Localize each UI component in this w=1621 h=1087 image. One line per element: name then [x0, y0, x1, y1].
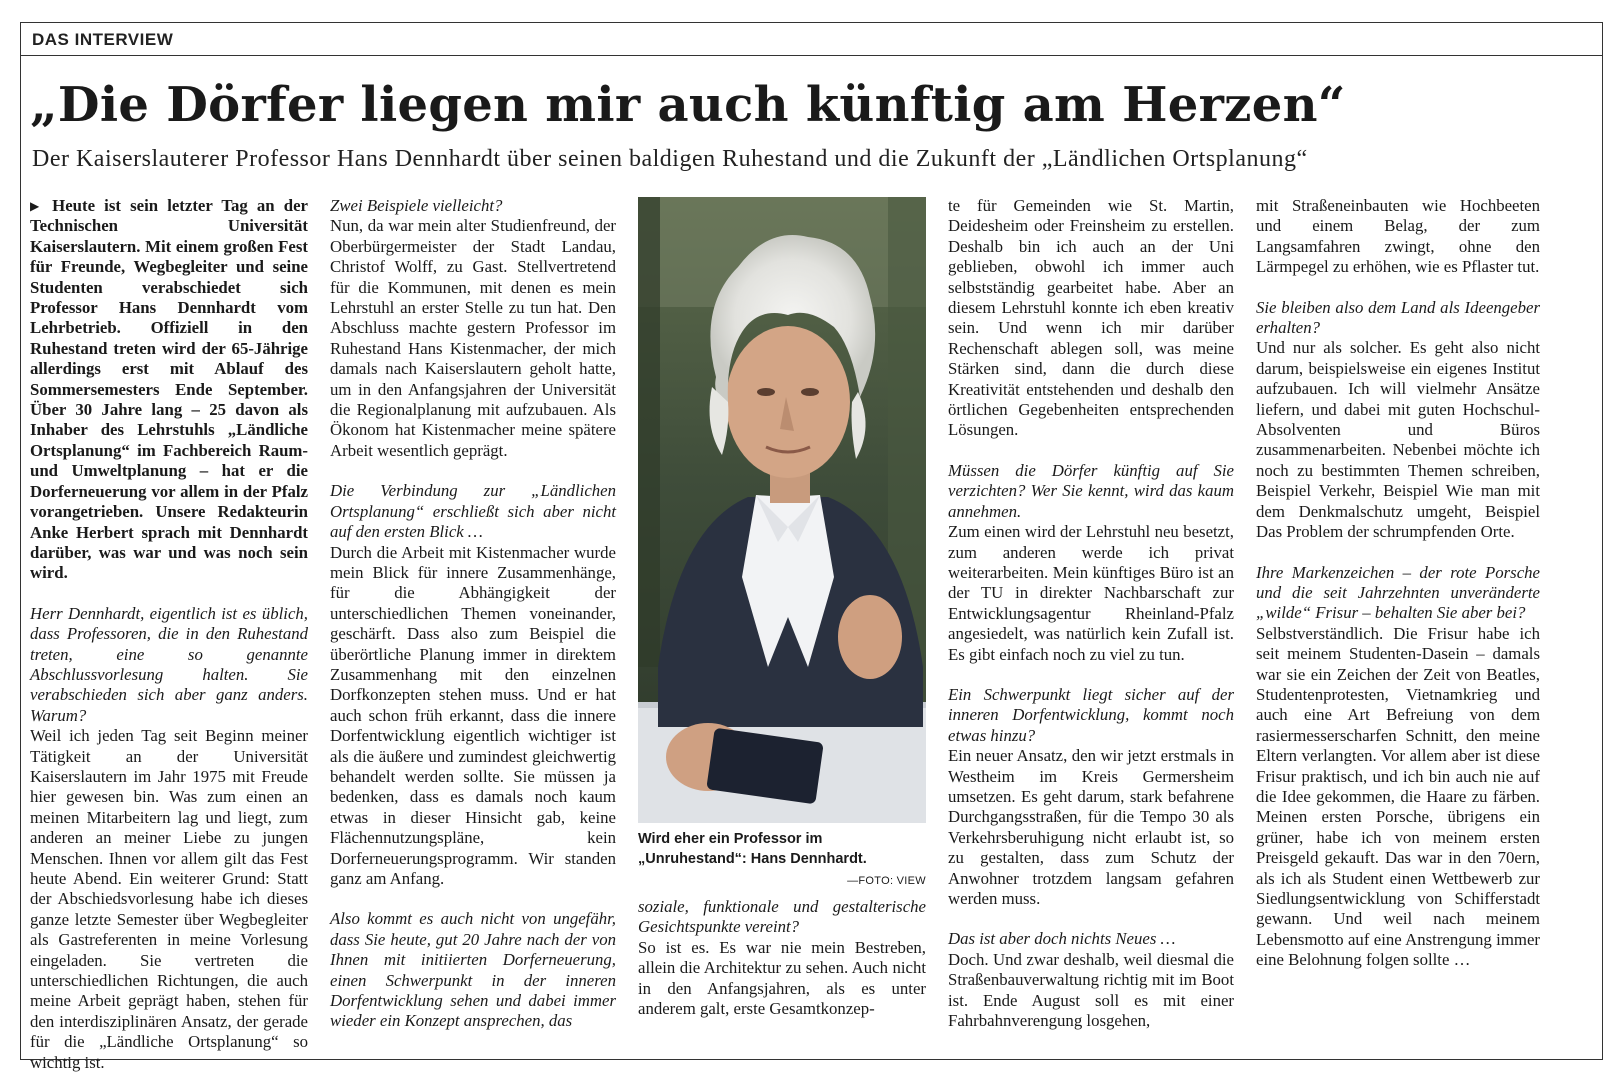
answer: te für Gemeinden wie St. Martin, Deidesheim oder Freinsheim zu erstellen. Deshalb bin ich auch an der Uni geblieben, obwohl ich immer auch selbstständig gearbeitet habe. Aber an diesem Lehrstuhl konnte ich eben kreativ sein. Und wenn ich mir darüber Rechenschaft ablegen soll, was meine Stärken sind, dann die durch diese Kreativität entstehenden und deshalb den örtlichen Gegebenheiten entsprechenden Lösungen. — [948, 196, 1234, 440]
question: soziale, funktionale und gestalterische Gesichtspunkte vereint? — [638, 897, 926, 937]
photo-caption — [638, 829, 926, 891]
qa-block — [1256, 563, 1540, 971]
column-5 — [1256, 196, 1540, 971]
column-2 — [330, 196, 616, 1032]
qa-block — [1256, 298, 1540, 543]
section-label: DAS INTERVIEW — [32, 30, 174, 49]
question: Ein Schwerpunkt liegt sicher auf der inneren Dorfentwicklung, kommt noch etwas hinzu? — [948, 684, 1234, 745]
qa-block — [638, 897, 926, 1019]
triangle-bullet-icon: ▶ — [30, 199, 45, 213]
subheadline: Der Kaiserslauterer Professor Hans Dennhardt über seinen baldigen Ruhestand und die Zukunft der „Ländlichen Ortsplanung“ — [32, 146, 1308, 172]
answer: Doch. Und zwar deshalb, weil diesmal die Straßenbauverwaltung richtig mit im Boot ist. Ende August soll es mit einer Fahrbahnverengung losgehen, — [948, 949, 1234, 1031]
question: Sie bleiben also dem Land als Ideengeber erhalten? — [1256, 297, 1540, 338]
answer: Und nur als solcher. Es geht also nicht darum, beispielsweise ein eigenes Institut aufzubauen. Ich will vielmehr Ansätze liefern, und dabei mit guten Hochschul-Absolventen und Büros zusammenarbeiten. Nebenbei möchte ich noch zu bestimmten Themen schreiben, Beispiel Verkehr, Beispiel Wie man mit dem Denkmalschutz umgeht, Beispiel Das Problem der schrumpfenden Orte. — [1256, 338, 1540, 542]
qa-block — [948, 461, 1234, 665]
question: Müssen die Dörfer künftig auf Sie verzichten? Wer Sie kennt, wird das kaum annehmen. — [948, 460, 1234, 521]
question: Ihre Markenzeichen – der rote Porsche und die seit Jahrzehnten unveränderte „wilde“ Frisur – behalten Sie aber bei? — [1256, 562, 1540, 623]
answer: Selbstverständlich. Die Frisur habe ich seit meinem Studenten-Dasein – damals war sie ein Zeichen der Zeit von Beatles, Studentenprotesten, Vietnamkrieg und auch eine Art Befreiung von dem rasiermesserscharfen Schnitt, den meine Eltern verlangten. Vor allem aber ist diese Frisur praktisch, und ich bin auch nie auf die Idee gekommen, die Haare zu färben. Meinen ersten Porsche, übrigens ein grüner, habe ich von meinem ersten Preisgeld gekauft. Das war in den 70ern, als ich als Student einen Wettbewerb zur Siedlungsentwicklung von Schifferstadt gewann. Und weil nach meinem Lebensmotto auf eine Anstrengung immer eine Belohnung folgen sollte … — [1256, 623, 1540, 970]
qa-block — [30, 604, 308, 1073]
qa-block — [1256, 196, 1540, 278]
answer: mit Straßeneinbauten wie Hochbeeten und einem Belag, der zum Langsamfahren zwingt, ohne den Lärmpegel zu erhöhen, wie es Pflaster tut. — [1256, 196, 1540, 277]
caption-text: Wird eher ein Professor im „Unruhestand“: Hans Dennhardt. — [638, 831, 867, 867]
lead-paragraph — [30, 196, 308, 584]
column-1 — [30, 196, 308, 1073]
section-bar — [20, 22, 1603, 56]
portrait-photo — [638, 197, 926, 823]
qa-block — [330, 909, 616, 1031]
portrait-illustration — [638, 197, 926, 823]
lead-text: Heute ist sein letzter Tag an der Technischen Universität Kaiserslautern. Mit einem großen Fest für Freunde, Wegbegleiter und seine Studenten verabschiedet sich Professor Hans Dennhardt vom Lehrbetrieb. Offiziell in den Ruhestand treten wird der 65-Jährige allerdings erst mit Ablauf des Sommersemesters Ende September. Über 30 Jahre lang – 25 davon als Inhaber des Lehrstuhls „Ländliche Ortsplanung“ im Fachbereich Raum- und Umweltplanung – hat er die Dorferneuerung vor allem in der Pfalz vorangetrieben. Unsere Redakteurin Anke Herbert sprach mit Dennhardt darüber, was war und was noch sein wird. — [30, 196, 308, 583]
question: Das ist aber doch nichts Neues … — [948, 929, 1176, 949]
question: Die Verbindung zur „Ländlichen Ortsplanung“ erschließt sich aber nicht auf den ersten Blick … — [330, 481, 616, 542]
answer: Weil ich jeden Tag seit Beginn meiner Tätigkeit an der Universität Kaiserslautern im Jahr 1975 mit Freude hier gewesen bin. Was zum einen an meinen Mitarbeitern lag und liegt, zum anderen an meiner Liebe zu jungen Menschen. Ihnen vor allem gilt das Fest heute Abend. Ein weiterer Grund: Statt der Abschiedsvorlesung habe ich dieses ganze letzte Semester über Wegbegleiter als Gastreferenten in meine Vorlesung eingeladen. Sie vertreten die unterschiedlichen Richtungen, die auch meine Arbeit geprägt haben, stehen für den interdisziplinären Ansatz, der gerade für die „Ländliche Ortsplanung“ so wichtig ist. — [30, 726, 308, 1072]
answer: Ein neuer Ansatz, den wir jetzt erstmals in Westheim im Kreis Germersheim umsetzen. Es geht darum, stark befahrene Durchgangsstraßen, für die Tempo 30 als Verkehrsberuhigung nicht erlaubt ist, so zu gestalten, dass zum Schutz der Anwohner trotzdem langsam gefahren werden muss. — [948, 746, 1234, 908]
answer: Zum einen wird der Lehrstuhl neu besetzt, zum anderen werde ich privat weiterarbeiten. Mein künftiges Büro ist an der TU in direkter Nachbarschaft zur Entwicklungsagentur Rheinland-Pfalz angesiedelt, was natürlich kein Zufall ist. Es gibt einfach noch zu viel zu tun. — [948, 522, 1234, 664]
question: Herr Dennhardt, eigentlich ist es üblich, dass Professoren, die in den Ruhestand treten, eine so genannte Abschlussvorlesung halten. Sie verabschieden sich aber ganz anders. Warum? — [30, 603, 308, 725]
qa-block — [948, 685, 1234, 909]
qa-block — [948, 196, 1234, 441]
qa-block — [330, 196, 616, 461]
answer: So ist es. Es war nie mein Bestreben, allein die Architektur zu sehen. Auch nicht in den Anfangsjahren, als es unter anderem galt, erste Gesamtkonzep- — [638, 937, 926, 1019]
question: Also kommt es auch nicht von ungefähr, dass Sie heute, gut 20 Jahre nach der von Ihnen mit initiierten Dorferneuerung, einen Schwerpunkt in der inneren Dorfentwicklung sehen und dabei immer wieder ein Konzept ansprechen, das — [330, 909, 616, 1031]
qa-block — [948, 929, 1234, 1031]
question: Zwei Beispiele vielleicht? — [330, 196, 503, 215]
answer: Durch die Arbeit mit Kistenmacher wurde mein Blick für innere Zusammenhänge, für die Abhängigkeit der unterschiedlichen Themen voneinander, geschärft. Dass also zum Beispiel die überörtliche Planung immer in direktem Zusammenhang mit den einzelnen Dorfkonzepten stehen muss. Und er hat auch schon früh erkannt, dass die innere Dorfentwicklung eigentlich wichtiger ist als die äußere und zumindest gleichwertig behandelt werden sollte. Sie müssen ja bedenken, dass es damals noch kaum etwas in dieser Hinsicht gab, keine Flächennutzungspläne, kein Dorferneuerungsprogramm. Wir standen ganz am Anfang. — [330, 542, 616, 888]
column-3 — [638, 897, 926, 1019]
photo-credit: —FOTO: VIEW — [847, 875, 926, 887]
answer: Nun, da war mein alter Studienfreund, der Oberbürgermeister der Stadt Landau, Christof Wolff, zu Gast. Stellvertretend für die Kommunen, mit denen es mein Lehrstuhl an erster Stelle zu tun hat. Den Abschluss machte gestern Professor im Ruhestand Hans Kistenmacher, der mich damals nach Kaiserslautern geholt hatte, um in den Anfangsjahren der Universität die Regionalplanung mit aufzubauen. Als Ökonom hat Kistenmacher meine spätere Arbeit wesentlich geprägt. — [330, 216, 616, 460]
qa-block — [330, 481, 616, 889]
headline: „Die Dörfer liegen mir auch künftig am Herzen“ — [30, 77, 1346, 133]
column-4 — [948, 196, 1234, 1031]
